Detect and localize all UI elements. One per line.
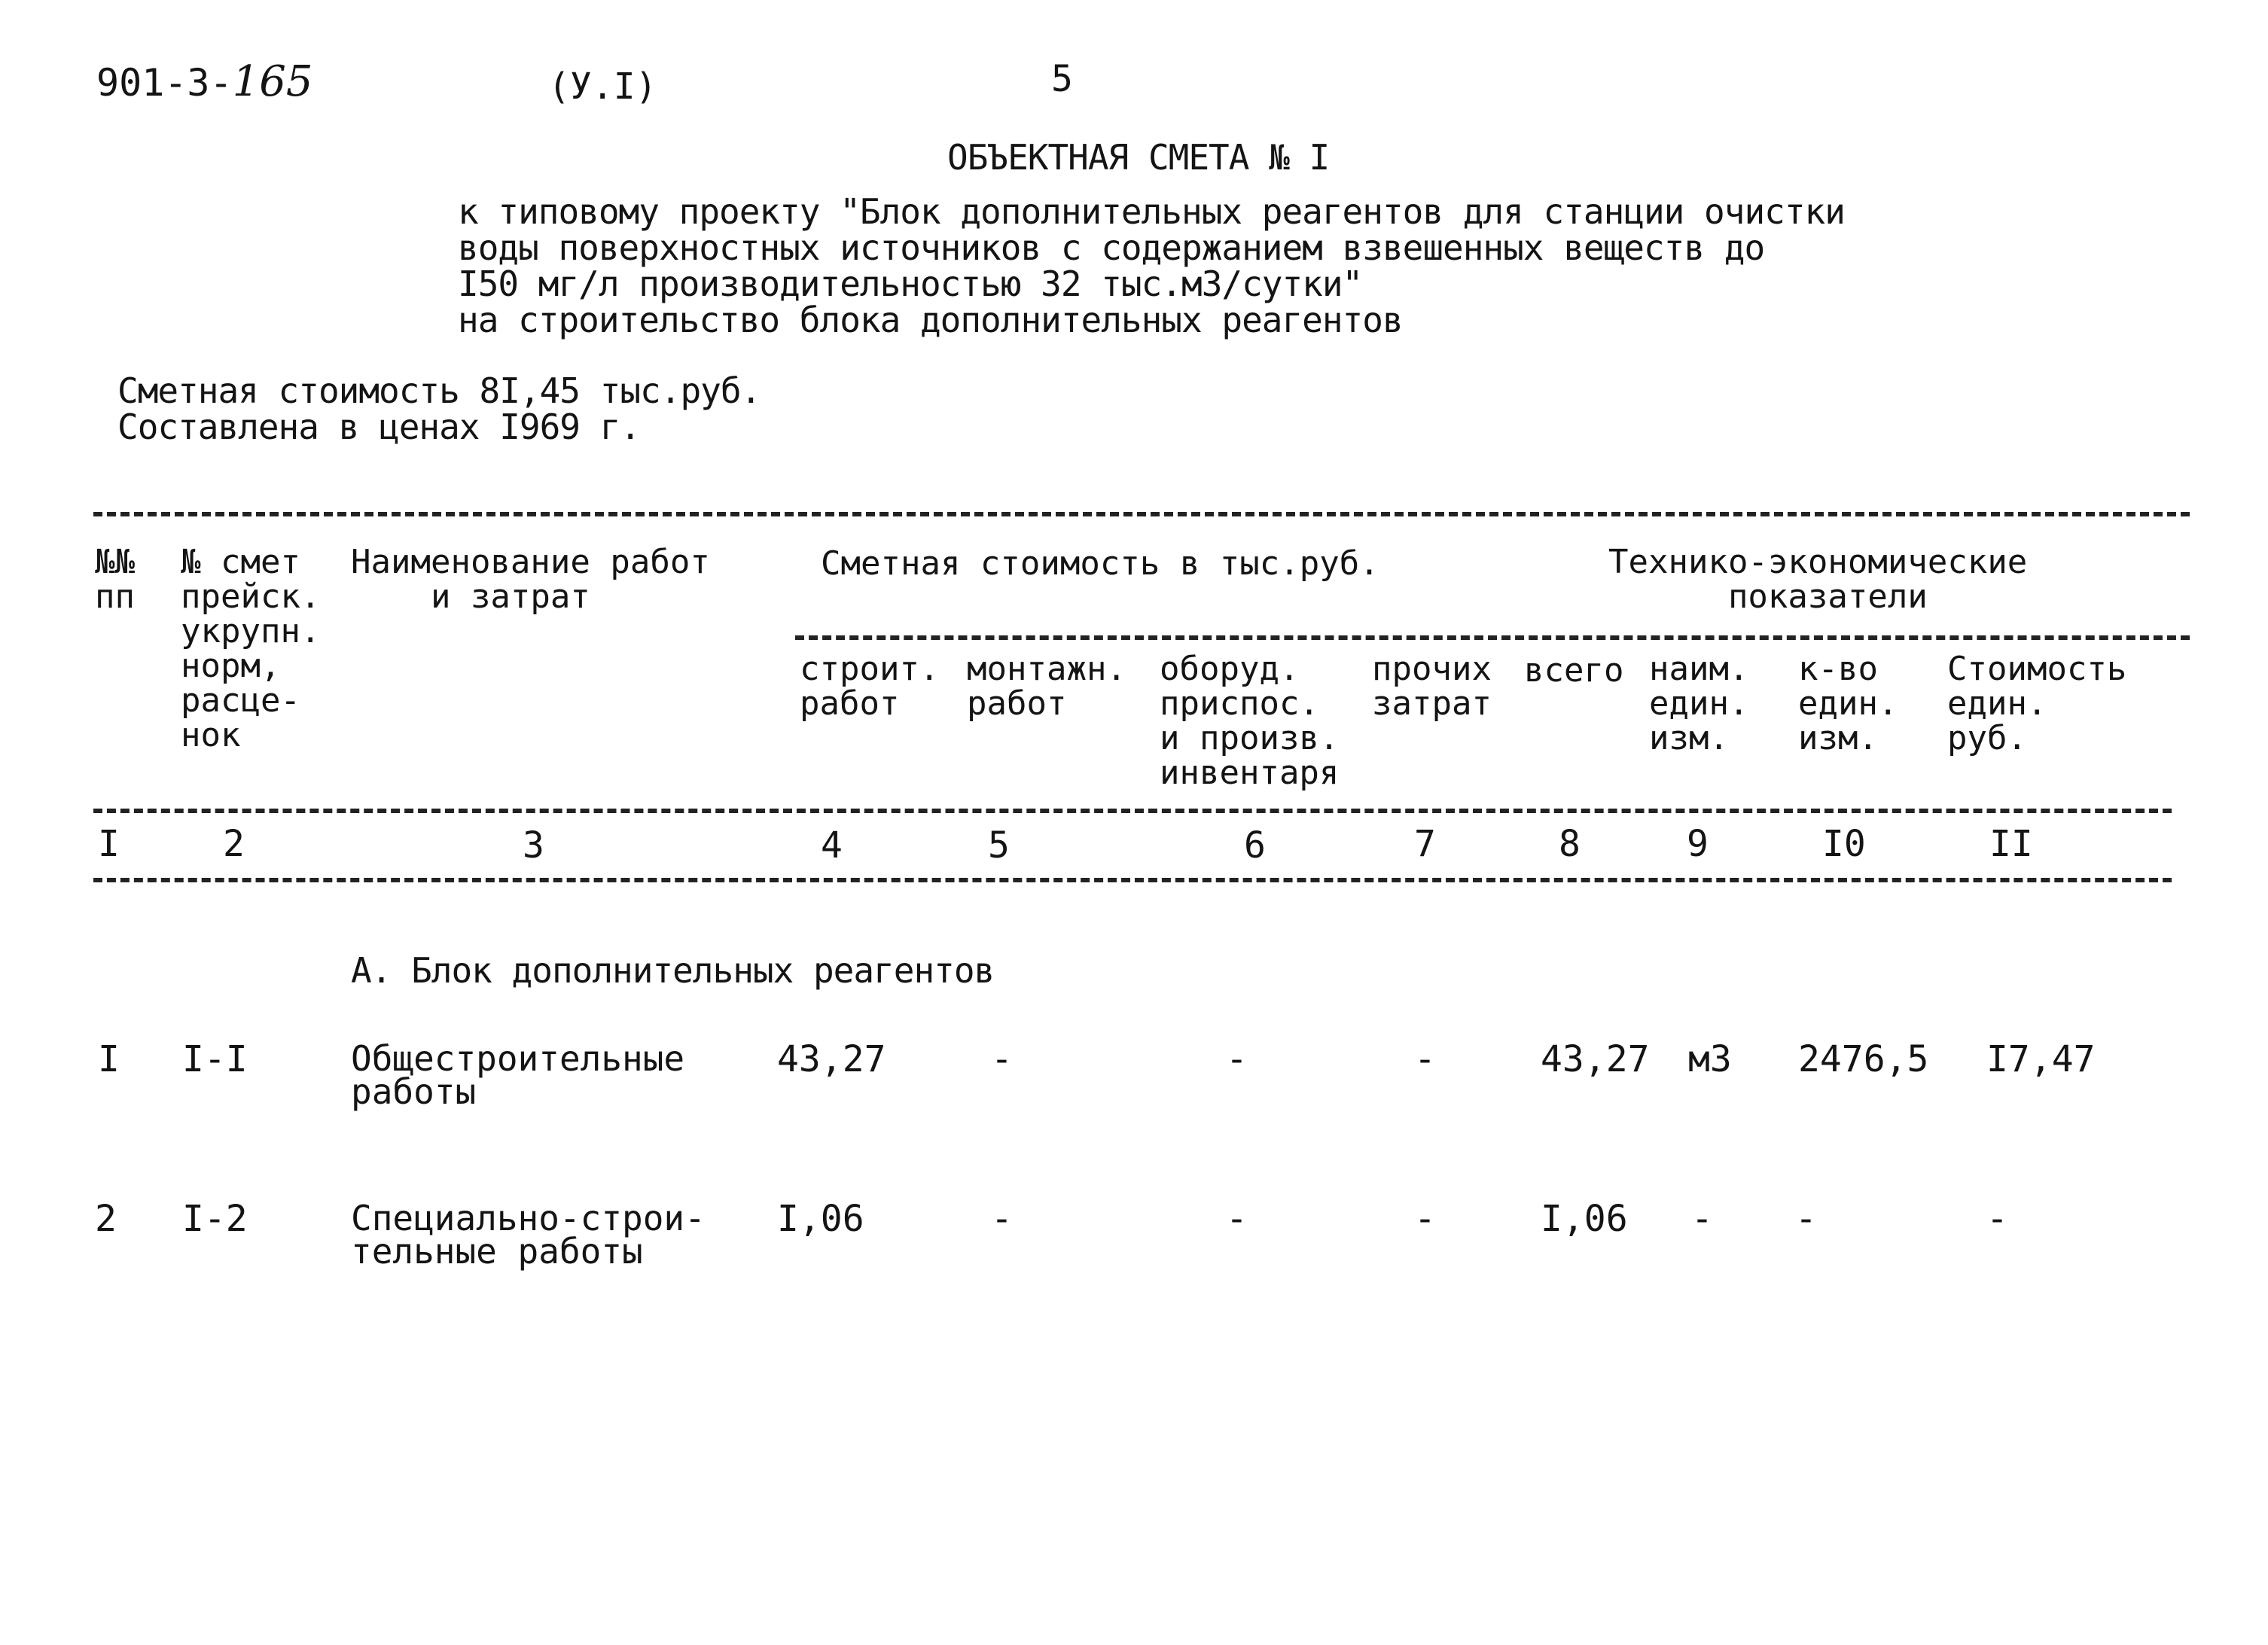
row-1-unit-name: м3 [1688, 1038, 1732, 1080]
row-1-unit-quantity: 2476,5 [1798, 1038, 1929, 1080]
cost-group-rule [795, 635, 2190, 640]
column-number: 7 [1414, 823, 1436, 865]
row-2-work-name: Специально-строи- тельные работы [351, 1198, 706, 1272]
column-number: 2 [223, 823, 245, 865]
header-estimate-ref: № смет прейск. укрупн. норм, расце- нок [181, 543, 321, 754]
row-2-construction-cost: I,06 [777, 1198, 864, 1240]
row-1-unit-cost: I7,47 [1986, 1038, 2096, 1080]
row-2-number: 2 [95, 1198, 117, 1240]
column-number: II [1989, 823, 2033, 865]
row-2-unit-name: - [1691, 1198, 1713, 1240]
column-number: 5 [988, 824, 1010, 867]
column-number: 8 [1559, 823, 1581, 865]
row-1-installation-cost: - [991, 1038, 1013, 1080]
header-equipment: оборуд. приспос. и произв. инвентаря [1160, 650, 1340, 792]
header-unit-quantity: к-во един. изм. [1798, 650, 1898, 757]
row-2-total: I,06 [1541, 1198, 1628, 1240]
row-2-equipment-cost: - [1226, 1198, 1248, 1240]
document-code [96, 57, 313, 106]
column-number: I [98, 823, 120, 865]
document-code-prefix: 901-3- [96, 61, 233, 105]
price-basis: Составлена в ценах I969 г. [117, 407, 641, 447]
column-number: 9 [1687, 823, 1709, 865]
column-number: 6 [1244, 824, 1266, 867]
header-other-costs: прочих затрат [1372, 650, 1492, 723]
column-number: 4 [821, 824, 843, 867]
row-1-equipment-cost: - [1226, 1038, 1248, 1080]
row-1-work-name: Общестроительные работы [351, 1038, 685, 1112]
row-2-unit-quantity: - [1795, 1198, 1817, 1240]
header-row-number: №№ пп [95, 543, 135, 616]
header-bottom-rule [93, 809, 2172, 813]
header-unit-name: наим. един. изм. [1649, 650, 1749, 757]
title-line-3: I50 мг/л производительностью 32 тыс.м3/сутки" [458, 264, 1363, 304]
page-number: 5 [1051, 58, 1073, 100]
header-installation-works: монтажн. работ [967, 650, 1126, 723]
row-2-other-cost: - [1414, 1198, 1436, 1240]
header-tech-group: Технико-экономические показатели [1608, 543, 2028, 616]
row-2-installation-cost: - [991, 1198, 1013, 1240]
row-1-other-cost: - [1414, 1038, 1436, 1080]
row-2-unit-cost: - [1986, 1198, 2008, 1240]
row-1-total: 43,27 [1541, 1038, 1650, 1080]
row-1-construction-cost: 43,27 [777, 1038, 886, 1080]
estimated-cost: Сметная стоимость 8I,45 тыс.руб. [117, 370, 761, 411]
header-work-name: Наименование работ и затрат [351, 543, 710, 616]
header-total: всего [1524, 651, 1624, 690]
header-cost-group: Сметная стоимость в тыс.руб. [821, 544, 1379, 583]
column-number: I0 [1822, 823, 1866, 865]
table-top-rule [93, 512, 2190, 516]
section-title: А. Блок дополнительных реагентов [351, 950, 995, 991]
column-numbers-rule [93, 878, 2172, 882]
row-1-number: I [98, 1038, 120, 1080]
title-line-1: к типовому проекту "Блок дополнительных реагентов для станции очистки [458, 191, 1845, 232]
row-2-estimate-ref: I-2 [182, 1198, 248, 1240]
volume-label: (У.I) [548, 65, 657, 108]
estimate-title: ОБЪЕКТНАЯ СМЕТА № I [947, 137, 1330, 178]
document-code-handwritten: 165 [232, 57, 313, 106]
row-1-estimate-ref: I-I [182, 1038, 248, 1080]
header-construction-works: строит. работ [800, 650, 940, 723]
header-unit-cost: Стоимость един. руб. [1947, 650, 2127, 757]
title-line-4: на строительство блока дополнительных реагентов [458, 300, 1403, 340]
column-number: 3 [523, 824, 544, 867]
title-line-2: воды поверхностных источников с содержанием взвешенных веществ до [458, 227, 1765, 268]
